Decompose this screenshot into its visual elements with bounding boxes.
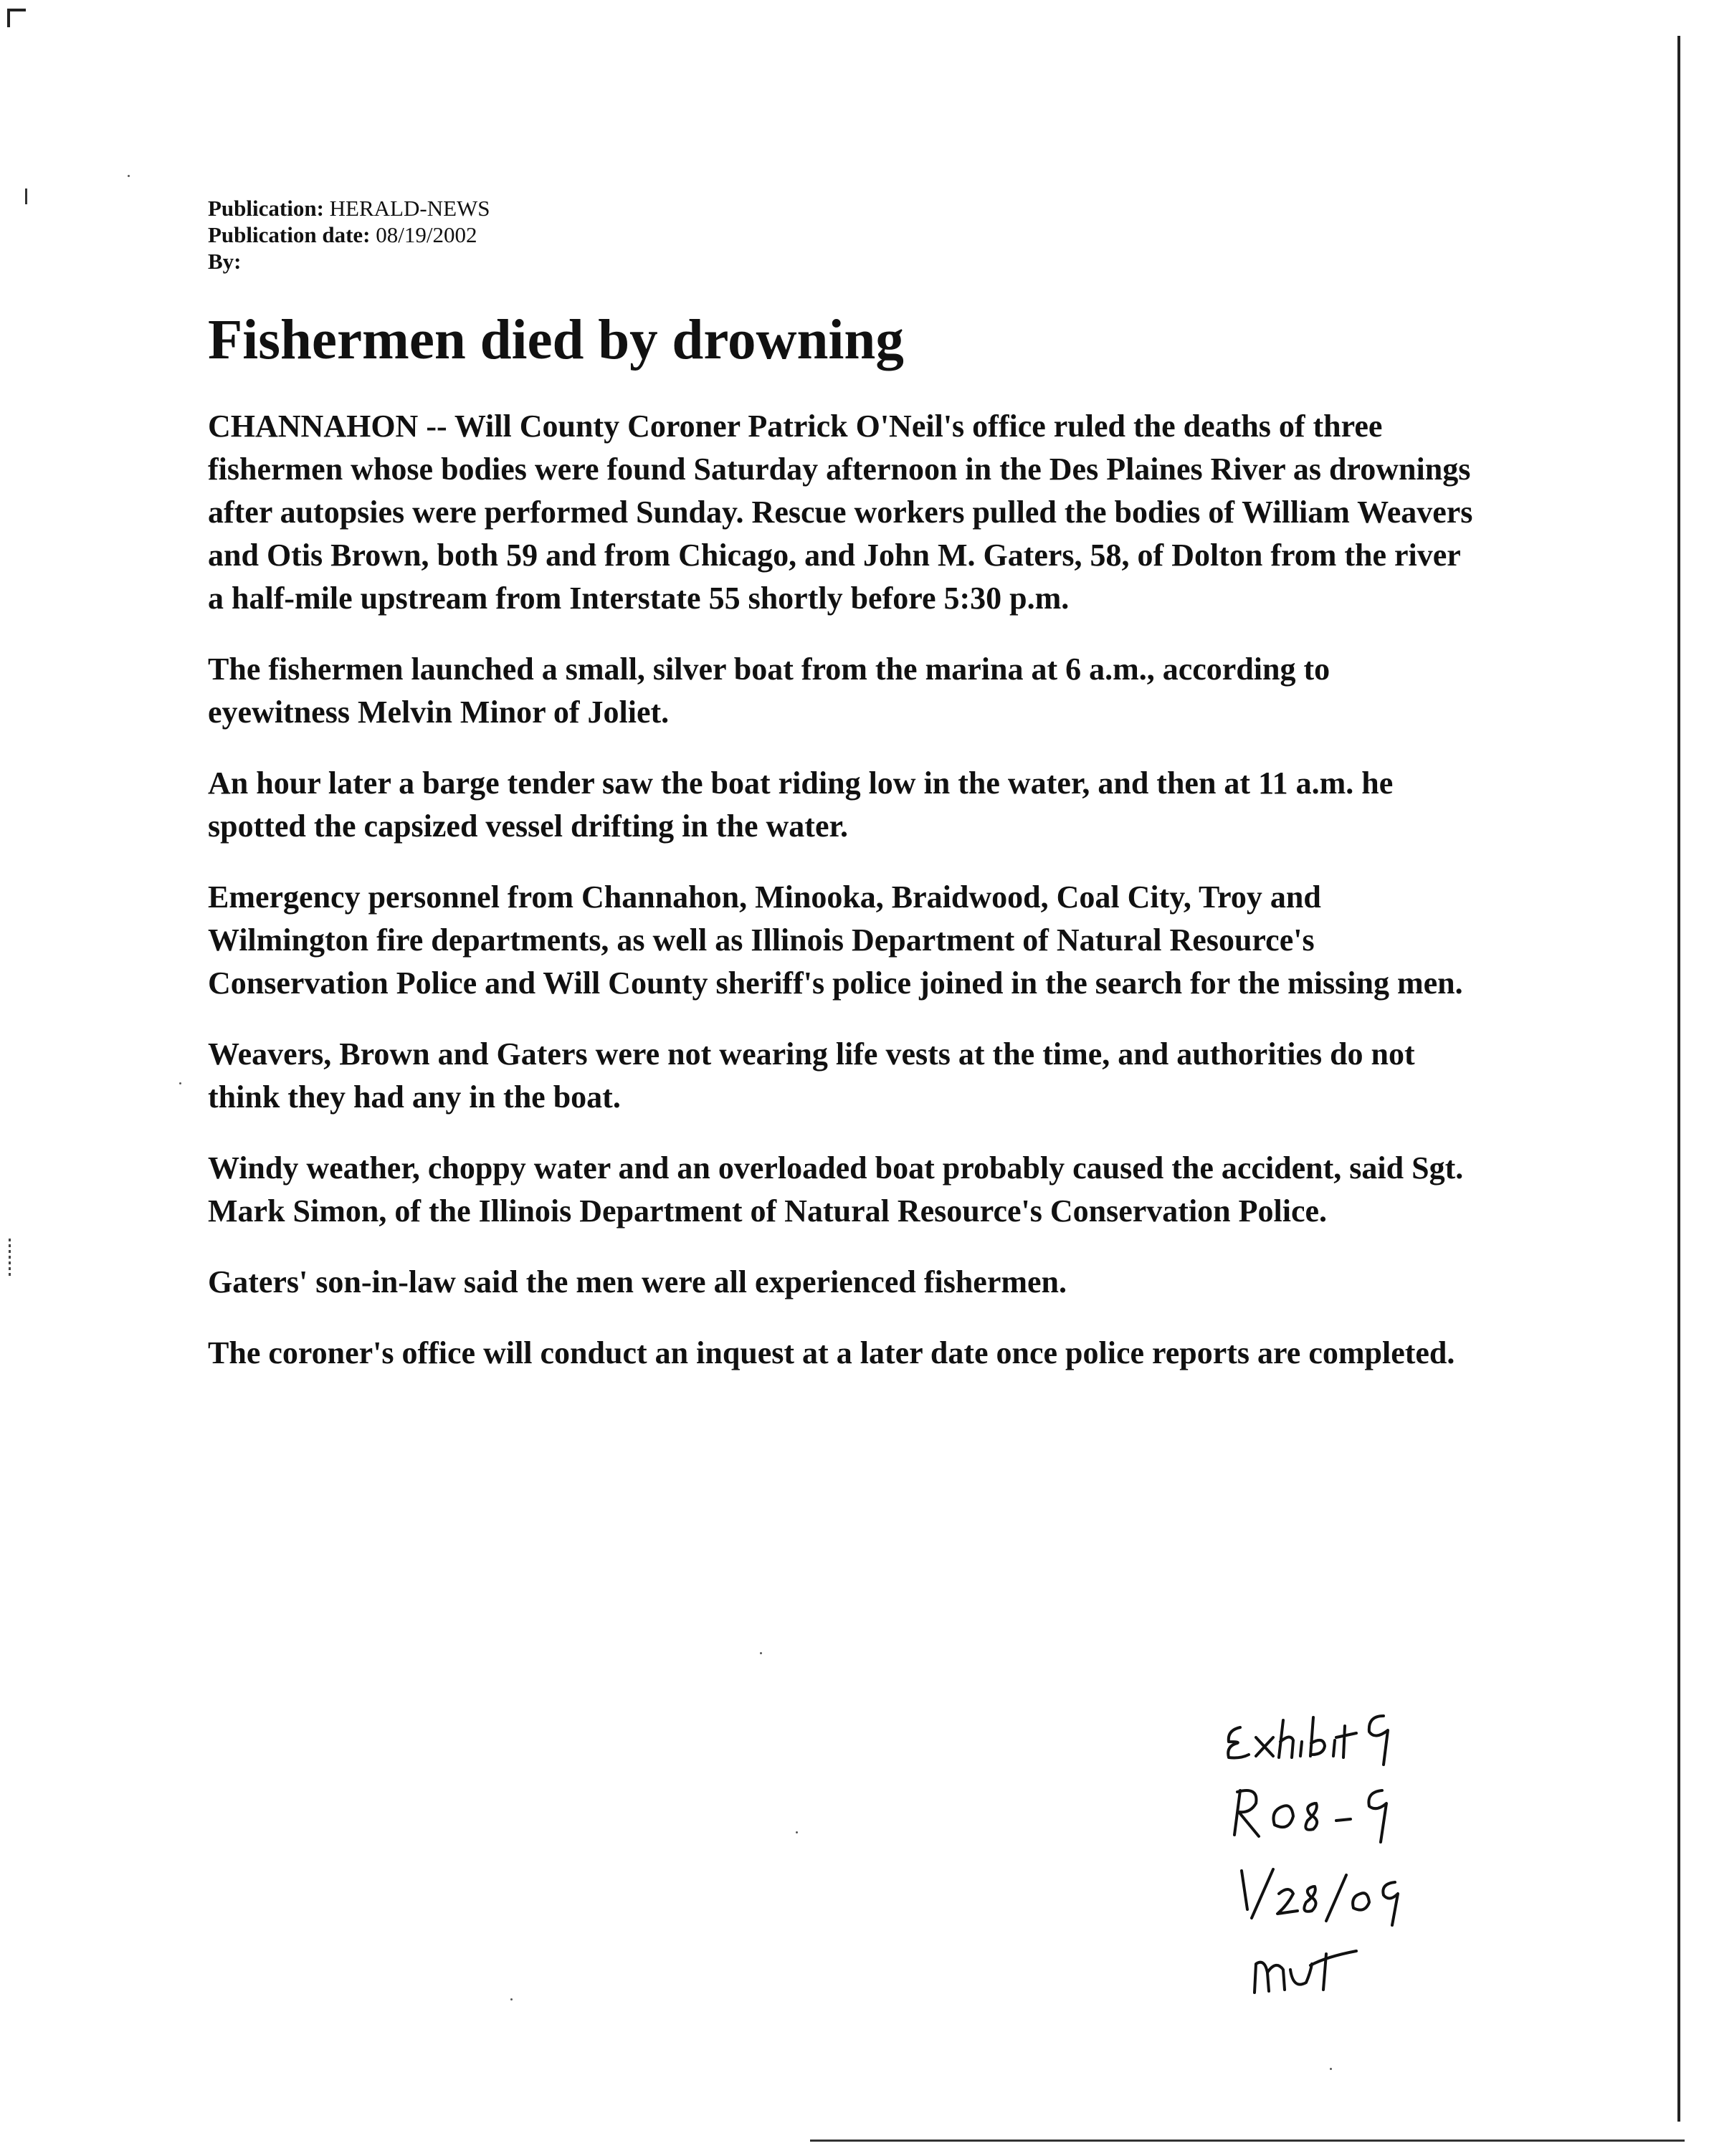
scan-mark — [25, 189, 27, 204]
scan-speck — [1330, 2068, 1332, 2070]
article-paragraph: CHANNAHON -- Will County Coroner Patrick O'Neil's office ruled the deaths of three fishermen whose bodies were found Saturday afternoon in the Des Plaines River as drownings after autopsies were performed Sunday. Rescue workers pulled the bodies of William Weavers and Otis Brown, both 59 and from Chicago, and John M. Gaters, 58, of Dolton from the river a half-mile upstream from Interstate 55 shortly before 5:30 p.m. — [208, 409, 1473, 616]
scan-border-right — [1677, 36, 1680, 2122]
publication-date-value: 08/19/2002 — [376, 222, 477, 247]
publication-line — [208, 195, 490, 221]
article-paragraph: Windy weather, choppy water and an overloaded boat probably caused the accident, said Sgt. Mark Simon, of the Illinois Department of Natural Resource's Conservation Police. — [208, 1150, 1464, 1229]
publication-date-line — [208, 221, 490, 248]
byline — [208, 248, 490, 275]
scan-speck — [796, 1831, 798, 1833]
scan-speck — [179, 1082, 181, 1084]
publication-label: Publication: — [208, 196, 324, 221]
publication-date-label: Publication date: — [208, 222, 371, 247]
article-headline: Fishermen died by drowning — [208, 309, 904, 371]
article-paragraph: An hour later a barge tender saw the boat riding low in the water, and then at 11 a.m. he spotted the capsized vessel drifting in the water. — [208, 765, 1394, 844]
scan-speck — [760, 1652, 762, 1654]
byline-label: By: — [208, 249, 242, 274]
scan-corner-mark — [7, 9, 26, 27]
article-paragraph: The coroner's office will conduct an inquest at a later date once police reports are completed. — [208, 1335, 1455, 1370]
publication-value: HERALD-NEWS — [329, 196, 490, 221]
handwritten-exhibit-annotation — [1219, 1706, 1491, 2007]
scan-speck — [128, 175, 130, 177]
publication-meta — [208, 195, 490, 275]
article-paragraph: Weavers, Brown and Gaters were not wearing life vests at the time, and authorities do not think they had any in the boat. — [208, 1036, 1415, 1115]
scan-border-bottom — [810, 2140, 1685, 2142]
article-paragraph: The fishermen launched a small, silver boat from the marina at 6 a.m., according to eyewitness Melvin Minor of Joliet. — [208, 652, 1330, 730]
article-paragraph: Emergency personnel from Channahon, Minooka, Braidwood, Coal City, Troy and Wilmington fire departments, as well as Illinois Department of Natural Resource's Conservation Police and Will County sheriff's police joined in the search for the missing men. — [208, 879, 1463, 1001]
scan-mark — [9, 1239, 11, 1276]
article-paragraph: Gaters' son-in-law said the men were all experienced fishermen. — [208, 1264, 1067, 1299]
article-body — [208, 405, 1477, 1403]
scan-speck — [510, 1998, 513, 2000]
